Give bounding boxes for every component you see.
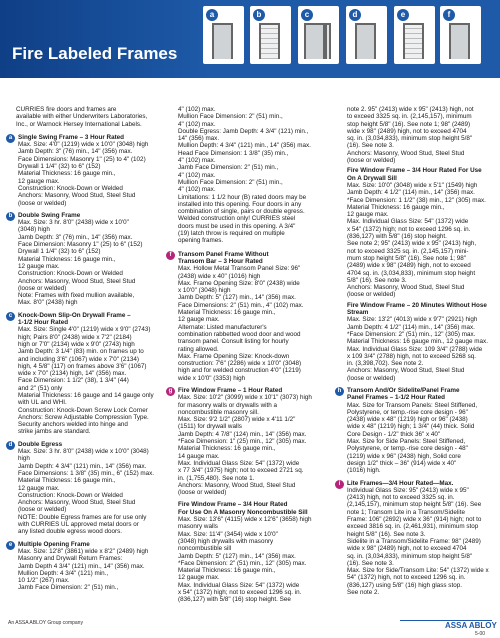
column-3 (337, 106, 495, 601)
section-title: Lite Frames—3/4 Hour Rated—Max. (347, 479, 454, 487)
lite-frame-icon (259, 23, 280, 59)
section-title: Knock-Down Slip-On Drywall Frame – 1-1/2 Hour Rated (18, 311, 131, 327)
frame-diagram-d (346, 6, 387, 64)
company-tagline: An ASSA ABLOY Group company (8, 620, 83, 626)
frame-letter-a: a (206, 9, 218, 21)
section-badge: i (335, 480, 344, 489)
section-badge: g (166, 387, 175, 396)
section-title: Double Egress (18, 440, 63, 448)
subsection-title: Fire Window Frame – 3/4 Hour Rated For Use On A Masonry Noncombustible Sill (178, 501, 308, 516)
frame-diagram-e (394, 6, 435, 64)
section-b (8, 212, 163, 307)
door-frame-icon (355, 23, 376, 59)
page-title: Fire Labeled Frames (12, 44, 178, 63)
section-body: Max. Size: 3 hr. 8'0" (2438) wide x 10'0" (3048) high Jamb Depth: 3" (76) min., 14" (356) max. Face Dimension: Masonry 1" (25) to 6" (152) Drywall 1 1/4" (32) to 6" (152) Material Thickness: 16 gauge min., 12 gauge max. Construction: Knock-Down or Welded Anchors: Masonry, Wood Stud, Steel Stud (loose or welded) Note: Frames with fixed mullion available, Max. 8'0" (2438) high (18, 219, 143, 307)
section-body: Max. Size: 12'8" (3861) wide x 8'2" (2489) high Masonry and Drywall Return Frames: Jamb Depth 4 3/4" (121) min., 14" (356) max. Mullion Depth: 4 3/4" (121) min., 10 1/2" (267) max. Jamb Face Dimension: 2" (51) min., (18, 547, 149, 592)
door-frame-icon (449, 23, 470, 59)
frame-letter-f: f (443, 9, 455, 21)
header-gradient (0, 0, 210, 78)
section-title: Double Swing Frame (18, 211, 81, 219)
page-number: 5-00 (475, 631, 486, 637)
section-e (8, 541, 163, 592)
page-header (0, 0, 500, 110)
frame-letter-d: d (349, 9, 361, 21)
subsection-title: Fire Window Frame – 3/4 Hour Rated For Use On A Drywall Sill (347, 167, 482, 182)
frame-diagram-a (203, 6, 244, 64)
section-c (8, 312, 163, 436)
assa-abloy-logo: ASSA ABLOY (445, 621, 497, 630)
section-title: Fire Window Frame – 1 Hour Rated (178, 386, 283, 394)
intro-text: CURRIES fire doors and frames are available with either Underwriters Laboratories, Inc., or Warnock Hersey International Labels. (16, 106, 148, 128)
section-badge: f (166, 251, 175, 260)
column-1 (8, 106, 163, 597)
section-title: Transom And/Or Sidelite/Panel Frame Panel Frames – 1-1/2 Hour Rated (347, 386, 460, 402)
section-badge: d (6, 441, 15, 450)
section-body: Max. Size: 3 hr. 8'0" (2438) wide x 10'0" (3048) high Jamb Depth: 4 3/4" (121) min., 14" (356) max. Face Dimensions: 1 3/8" (35) min., 6" (152) max. Material Thickness: 16 gauge min., 12 gauge max. Construction: Knock-Down or Welded Anchors: Masonry, Wood Stud, Steel Stud (loose or welded) NOTE: Double Egress frames are for use only with CURRIES UL approved metal doors or any listed double egress wood doors. (18, 448, 155, 536)
section-i (337, 480, 495, 597)
continued-text: 4" (102) max. Mullion Face Dimension: 2" (51) min., 4" (102) max. Double Egress: Jamb Depth: 4 3/4" (121) min., 14" (356) max. Mullion Depth: 4 3/4" (121) min., 14" (356) max. Head Face Dimension: 1 3/8" (35) min., 4" (102) max. Jamb Face Dimension: 2" (51) min., 4" (102) max. Mullion Face Dimension: 2" (51) min., 4" (102) max. Limitations: 1 1/2 hour (B) rated doors may be installed into this opening. Four doors in any combination of single, pairs or double egress. Welded construction only! CURRIES steel doors must be used in this opening. A 3/4" (19) latch throw is required on multiple opening frames. (178, 106, 311, 245)
section-badge: e (6, 541, 15, 550)
section-a (8, 134, 163, 207)
column-2 (168, 106, 330, 604)
frame-diagram-c (298, 6, 339, 64)
subsection-body: Max. Size: 13'2" (4013) wide x 9'7" (2921) high Jamb Depth: 4 1/2" (114) min., 14" (356) max. *Face Dimension: 2" (51) min., 12" (305) max. Material Thickness: 16 gauge min., 12 gauge max. Max. Individual Glass Size: 109 3/4" (2788) wide x 109 3/4" (2788) high, not to exceed 5268 sq. in. (3,398,702). See note 2. Anchors: Masonry, Wood Stud, Steel Stud (loose or welded) (347, 316, 488, 382)
section-body: Max. Size: 10'2" (3099) wide x 10'1" (3073) high for masonry walls or drywalls with a noncombustible masonry sill. Max. Size: 9'2 1/2" (2807) wide x 4'11 1/2" (1511) for drywall walls Jamb Depth: 4 7/8" (124) min., 14" (356) max. *Face Dimension: 1" (25) min., 12" (305) max. Material Thickness: 16 gauge min., 14 gauge max. Max. Individual Glass Size: 54" (1372) wide x 77 3/4" (1975) high; not to exceed 2721 sq. in. (1,755,480). See note 1. Anchors: Masonry, Wood Stud, Steel Stud (loose or welded) (178, 394, 312, 497)
frame-diagram-f (440, 6, 481, 64)
continued-text: note 2. 95" (2413) wide x 95" (2413) high, not to exceed 3325 sq. in. (2,145,157), minimum stop height 5/8" (16). See note 1; 98" (2489) wide x 98" (2489) high, not to exceed 4704 sq. in. (3,034,833), minimum stop height 5/8" (16). See note 3. Anchors: Masonry, Wood Stud, Steel Stud (loose or welded) (347, 106, 474, 165)
section-body: Max. Size for Transom Panels: Steel Stiffened, Polystyrene, or temp.-rise core design - 96" (2438) wide x 48" (1219) high or 96" (2438) wide x 48" (1219) high; 1 3/4" (44) thick. Solid Core Design - 1/2" thick 36" x 40" Max. Size for Side Panels: Steel Stiffened, Polystyrene, or temp.-rise core design - 48" (1219) wide x 96" (2438) high, Solid core design 1/2" thick – 36" (914) wide x 40" (1016) high. (347, 401, 478, 475)
section-badge: a (6, 134, 15, 143)
subsection-body: Max. Size: 13'6" (4115) wide x 12'6" (3658) high masonry walls Max. Size: 11'4" (3454) wide x 10'0" (3048) high drywalls with masonry noncombustible sill Jamb Depth: 5" (127) min., 14" (356) max. *Face Dimension: 2" (51) min., 12" (305) max. Material Thickness: 16 gauge min., 12 gauge max. Max. Individual Glass Size: 54" (1372) wide x 54" (1372) high; not to exceed 1296 sq. in. (836,127) with 5/8" (16) stop height. See (178, 516, 312, 604)
section-h (337, 387, 495, 475)
subsection-body: Max. Size: 10'0" (3048) wide x 5'1" (1549) high Jamb Depth: 4 1/2" (114) min., 14" (356) max. *Face Dimension: 1 1/2" (38) min., 12" (305) max. Material Thickness: 16 gauge min., 12 gauge max. Max. Individual Glass Size: 54" (1372) wide x 54" (1372) high; not to exceed 1296 sq. in. (836,127) with 5/8" (16) stop height. See note 2; 95" (2413) wide x 95" (2413) high, not to exceed 3325 sq. in. (2,145,157) mini- mum stop height 5/8" (16). See note 1; 98" (2489) wide x 98" (2489) high, not to exceed 4704 sq. in. (3,034,833), minimum stop height 5/8" (16). See note 3. Anchors: Masonry, Wood Stud, Steel Stud (loose or welded) (347, 181, 486, 299)
frame-letter-b: b (253, 9, 265, 21)
door-frame-icon (212, 23, 233, 59)
section-title: Single Swing Frame – 3 Hour Rated (18, 133, 125, 141)
section-g (168, 387, 330, 496)
frame-diagram-b (250, 6, 291, 64)
section-badge: b (6, 212, 15, 221)
section-body: Max. Size: Single 4'0" (1219) wide x 9'0" (2743) high; Pairs 8'0" (2438) wide x 7'2" (2184) high or 7'0" (2134) wide x 9'0" (2743) high Jamb Depth: 3 1/4" (83) min. on frames up to and including 3'6" (1067) wide x 7'0" (2134) high, 4 5/8" (117) on frames above 3'6" (1067) wide x 7'0" (2134) high, 14" (356) max. Face Dimension: 1 1/2" (38), 1 3/4" (44) and 2" (51) only Material Thickness: 16 gauge and 14 gauge only with UL and WHI. Construction: Knock-Down Screw Lock Corner Anchors: Screw Adjustable Compression Type. Security anchors welded into hinge and strike jambs are standard. (18, 326, 154, 436)
section-f (168, 251, 330, 382)
lite-frame-icon (403, 23, 424, 59)
section-d (8, 441, 163, 536)
section-title: Transom Panel Frame Without Transom Bar – 3 Hour Rated (178, 250, 269, 265)
frame-letter-e: e (397, 9, 409, 21)
section-badge: c (6, 312, 15, 321)
section-title: Multiple Opening Frame (18, 540, 90, 548)
section-body: Max. Hollow Metal Transom Panel Size: 96" (2438) wide x 40" (1016) high Max. Frame Opening Size: 8'0" (2438) wide x 10'0" (3048) high Jamb Depth: 5" (127) min., 14" (356) max. Face Dimensions: 2" (51) min., 4" (102) max. Material Thickness: 16 gauge min., 12 gauge max. Alternate: Listed manufacturer's combination rabbetted wood door and wood transom panel. Consult listing for hourly rating allowed. Max. Frame Opening Size: Knock-down construction: 7'6" (2286) wide x 10'0" (3048) high and for welded construction 4'0" (1219) wide x 10'0" (3353) high (178, 265, 304, 382)
frame-letter-c: c (301, 9, 313, 21)
sidelite-frame-icon (304, 23, 325, 59)
section-badge: h (335, 387, 344, 396)
subsection-title: Fire Window Frame – 20 Minutes Without Hose Stream (347, 301, 487, 317)
section-body: Max. Size: 4'0" (1219) wide x 10'0" (3048) high Jamb Depth: 3" (76) min., 14" (356) max. Face Dimensions: Masonry 1" (25) to 4" (102) Drywall 1 1/4" (32) to 6" (152) Material Thickness: 16 gauge min., 12 gauge max. Construction: Knock-Down or Welded Anchors: Masonry, Wood Stud, Steel Stud (loose or welded) (18, 141, 149, 207)
section-body: Individual Glass Size: 95" (2413) wide x 95" (2413) high, not to exceed 3325 sq. in. (2,145,157), minimum stop height 5/8" (16). See note 1; Transom Lite in a Transom/Sidelite Frame: 106" (2692) wide x 36" (914) high; not to exceed 3816 sq. in. (2,461,931), minimum stop height 5/8" (16). See note 3. Sidelite in a Transom/Sidelite Frame: 98" (2489) wide x 98" (2489) high, not to exceed 4704 sq. in. (3,034,833), minimum stop height 5/8" (16). See note 3. Max. Size for Side/Transom Lite: 54" (1372) wide x 54" (1372) high, not to exceed 1296 sq. in. (836,127) using 5/8" (16) high glass stop. See note 2. (347, 486, 489, 596)
